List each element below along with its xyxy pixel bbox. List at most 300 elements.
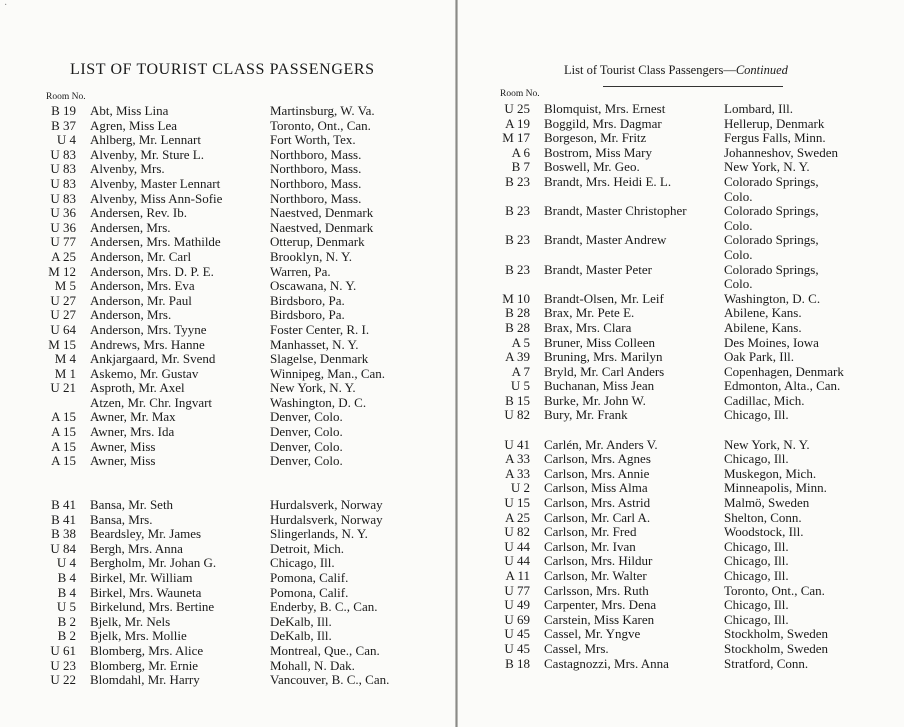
passenger-name: Anderson, Mrs. Eva	[90, 278, 195, 294]
room-number: M 10	[502, 290, 530, 306]
passenger-hometown: Colo.	[724, 246, 753, 262]
passenger-name: Anderson, Mrs.	[90, 307, 172, 323]
room-number: A 25	[51, 248, 76, 264]
passenger-hometown: Muskegon, Mich.	[724, 465, 817, 481]
passenger-name: Abt, Miss Lina	[90, 103, 169, 118]
passenger-name: Andersen, Rev. Ib.	[90, 205, 187, 221]
passenger-name: Cassel, Mr. Yngve	[544, 626, 641, 642]
passenger-name: Ankjargaard, Mr. Svend	[90, 351, 216, 367]
room-number: A 25	[505, 509, 530, 525]
room-number: U 83	[50, 190, 76, 206]
room-number: A 39	[505, 349, 530, 365]
room-number: U 4	[56, 555, 76, 571]
passenger-row	[498, 131, 898, 146]
passenger-name: Brandt, Master Andrew	[544, 232, 667, 248]
passenger-name: Askemo, Mr. Gustav	[90, 365, 199, 381]
passenger-hometown: DeKalb, Ill.	[270, 613, 332, 629]
passenger-row	[498, 160, 898, 175]
passenger-name: Carlson, Miss Alma	[544, 480, 648, 496]
room-number: A 7	[511, 363, 530, 379]
passenger-row	[498, 569, 898, 584]
room-number: M 12	[48, 263, 76, 279]
passenger-name: Brax, Mr. Pete E.	[544, 305, 635, 321]
room-number: B 41	[51, 497, 76, 513]
passenger-hometown: Chicago, Ill.	[724, 451, 789, 467]
room-number: B 4	[57, 584, 76, 600]
passenger-name: Boggild, Mrs. Dagmar	[544, 115, 662, 131]
passenger-hometown: Cadillac, Mich.	[724, 392, 805, 408]
passenger-hometown: Denver, Colo.	[270, 453, 343, 469]
passenger-hometown: Lombard, Ill.	[724, 101, 793, 116]
passenger-row	[498, 642, 898, 657]
passenger-hometown: Johanneshov, Sweden	[724, 144, 838, 160]
passenger-name: Anderson, Mr. Carl	[90, 248, 192, 264]
right-page	[458, 0, 904, 727]
passenger-row	[44, 104, 444, 119]
passenger-name: Blomquist, Mrs. Ernest	[544, 101, 666, 116]
passenger-row	[44, 571, 444, 586]
passenger-row	[44, 498, 444, 513]
passenger-row	[44, 133, 444, 148]
passenger-row	[498, 540, 898, 555]
passenger-row	[498, 657, 898, 672]
passenger-hometown: New York, N. Y.	[724, 159, 810, 175]
room-number: U 27	[50, 307, 76, 323]
room-number: B 15	[505, 392, 530, 408]
passenger-hometown: Northboro, Mass.	[270, 175, 362, 191]
passenger-row	[44, 367, 444, 382]
passenger-hometown: Chicago, Ill.	[724, 553, 789, 569]
passenger-hometown: Hurdalsverk, Norway	[270, 511, 383, 527]
passenger-hometown: Slagelse, Denmark	[270, 351, 369, 367]
room-number: A 15	[51, 453, 76, 469]
room-number: A 15	[51, 424, 76, 440]
passenger-hometown: Colo.	[724, 276, 753, 292]
passenger-hometown: Toronto, Ont., Can.	[724, 582, 825, 598]
room-number: U 36	[50, 205, 76, 221]
room-number: U 49	[504, 597, 530, 613]
passenger-name: Beardsley, Mr. James	[90, 526, 202, 542]
passenger-row	[498, 365, 898, 380]
passenger-row	[44, 119, 444, 134]
passenger-row	[44, 308, 444, 323]
passenger-hometown: Chicago, Ill.	[724, 568, 789, 583]
passenger-name: Blomberg, Mr. Ernie	[90, 657, 199, 673]
passenger-hometown: Chicago, Ill.	[724, 611, 789, 627]
passenger-row	[44, 206, 444, 221]
passenger-name: Carlson, Mr. Fred	[544, 524, 637, 540]
passenger-hometown: Northboro, Mass.	[270, 146, 362, 162]
passenger-name: Bansa, Mr. Seth	[90, 497, 174, 513]
passenger-hometown: Hurdalsverk, Norway	[270, 497, 383, 513]
passenger-hometown: Chicago, Ill.	[724, 538, 789, 554]
passenger-name: Alvenby, Mr. Sture L.	[90, 146, 204, 162]
passenger-hometown: Chicago, Ill.	[724, 597, 789, 613]
passenger-hometown: Fort Worth, Tex.	[270, 132, 356, 148]
passenger-row	[498, 117, 898, 132]
passenger-name: Awner, Mrs. Ida	[90, 424, 175, 440]
passenger-row	[44, 659, 444, 674]
room-number: U 61	[50, 642, 76, 658]
room-number-header: Room No.	[46, 92, 86, 102]
passenger-hometown: Pomona, Calif.	[270, 584, 349, 600]
passenger-name: Brax, Mrs. Clara	[544, 319, 632, 335]
passenger-name: Andersen, Mrs. Mathilde	[90, 234, 221, 250]
passenger-name: Borgeson, Mr. Fritz	[544, 130, 647, 146]
passenger-name: Asproth, Mr. Axel	[90, 380, 185, 396]
passenger-name: Blomdahl, Mr. Harry	[90, 672, 200, 688]
passenger-hometown: Hellerup, Denmark	[724, 115, 825, 131]
passenger-hometown: Manhasset, N. Y.	[270, 336, 359, 352]
passenger-name: Brandt, Master Christopher	[544, 203, 687, 219]
passenger-name: Burke, Mr. John W.	[544, 392, 646, 408]
passenger-row	[498, 423, 898, 438]
passenger-hometown: Stockholm, Sweden	[724, 640, 828, 656]
passenger-row	[498, 248, 898, 263]
passenger-name: Carlson, Mr. Carl A.	[544, 509, 651, 525]
passenger-row	[498, 627, 898, 642]
passenger-row	[44, 600, 444, 615]
passenger-name: Bruning, Mrs. Marilyn	[544, 349, 663, 365]
passenger-name: Bansa, Mrs.	[90, 511, 153, 527]
room-number: B 37	[51, 117, 76, 133]
passenger-row	[44, 323, 444, 338]
passenger-name: Cassel, Mrs.	[544, 640, 609, 656]
passenger-row	[498, 306, 898, 321]
passenger-name: Ahlberg, Mr. Lennart	[90, 132, 201, 148]
passenger-name: Buchanan, Miss Jean	[544, 378, 655, 394]
room-number: U 77	[50, 234, 76, 250]
passenger-hometown: Enderby, B. C., Can.	[270, 599, 378, 615]
room-number: U 84	[50, 540, 76, 556]
passenger-hometown: Colo.	[724, 188, 753, 204]
passenger-row	[498, 394, 898, 409]
passenger-hometown: Shelton, Conn.	[724, 509, 802, 525]
passenger-row	[498, 175, 898, 190]
room-number: U 44	[504, 553, 530, 569]
passenger-row	[44, 425, 444, 440]
passenger-hometown: Foster Center, R. I.	[270, 321, 370, 337]
room-number: U 83	[50, 146, 76, 162]
passenger-hometown: Copenhagen, Denmark	[724, 363, 844, 379]
room-number: A 15	[51, 438, 76, 454]
room-number: B 38	[51, 526, 76, 542]
passenger-name: Brandt, Master Peter	[544, 261, 652, 277]
room-number: U 2	[510, 480, 530, 496]
room-number: B 23	[505, 232, 530, 248]
passenger-row	[44, 586, 444, 601]
passenger-row	[44, 644, 444, 659]
passenger-hometown: Northboro, Mass.	[270, 190, 362, 206]
room-number: B 23	[505, 261, 530, 277]
passenger-row	[498, 452, 898, 467]
room-number: M 15	[48, 336, 76, 352]
passenger-row	[44, 469, 444, 484]
passenger-row	[44, 381, 444, 396]
passenger-hometown: Edmonton, Alta., Can.	[724, 378, 841, 394]
passenger-name: Bury, Mr. Frank	[544, 407, 628, 423]
passenger-row	[498, 292, 898, 307]
passenger-name: Anderson, Mrs. Tyyne	[90, 321, 207, 337]
passenger-row	[44, 162, 444, 177]
passenger-name: Carlson, Mrs. Astrid	[544, 495, 651, 511]
room-number: U 36	[50, 219, 76, 235]
room-number: B 4	[57, 570, 76, 585]
passenger-name: Andersen, Mrs.	[90, 219, 171, 235]
passenger-name: Carlén, Mr. Anders V.	[544, 436, 658, 452]
passenger-row	[44, 148, 444, 163]
room-number: U 25	[504, 101, 530, 116]
page-title-continued: List of Tourist Class Passengers—Continued	[564, 63, 788, 77]
room-number: B 2	[57, 613, 76, 629]
passenger-hometown: Pomona, Calif.	[270, 570, 349, 585]
passenger-row	[44, 527, 444, 542]
room-number: U 83	[50, 175, 76, 191]
passenger-name: Bergholm, Mr. Johan G.	[90, 555, 217, 571]
passenger-row	[498, 554, 898, 569]
passenger-hometown: Warren, Pa.	[270, 263, 331, 279]
passenger-row	[498, 146, 898, 161]
passenger-hometown: Birdsboro, Pa.	[270, 307, 345, 323]
passenger-hometown: Denver, Colo.	[270, 409, 343, 425]
passenger-row	[498, 102, 898, 117]
passenger-name: Anderson, Mrs. D. P. E.	[90, 263, 214, 279]
passenger-hometown: Detroit, Mich.	[270, 540, 345, 556]
room-number-header: Room No.	[500, 89, 540, 99]
room-number: U 23	[50, 657, 76, 673]
passenger-name: Bryld, Mr. Carl Anders	[544, 363, 665, 379]
passenger-row	[44, 615, 444, 630]
room-number: A 33	[505, 465, 530, 481]
room-number: U 22	[50, 672, 76, 688]
passenger-row	[498, 190, 898, 205]
passenger-hometown: Stockholm, Sweden	[724, 626, 828, 642]
room-number: U 82	[504, 407, 530, 423]
passenger-name: Boswell, Mr. Geo.	[544, 159, 640, 175]
passenger-row	[44, 454, 444, 469]
passenger-hometown: Birdsboro, Pa.	[270, 292, 345, 308]
passenger-row	[498, 408, 898, 423]
passenger-row	[498, 233, 898, 248]
passenger-hometown: Slingerlands, N. Y.	[270, 526, 368, 542]
passenger-hometown: DeKalb, Ill.	[270, 628, 332, 644]
passenger-name: Bjelk, Mrs. Mollie	[90, 628, 187, 644]
room-number: M 4	[54, 351, 76, 367]
passenger-hometown: Martinsburg, W. Va.	[270, 103, 375, 118]
room-number: A 15	[51, 409, 76, 425]
continued-label: Continued	[735, 63, 788, 77]
room-number: B 7	[511, 159, 530, 175]
page-title: LIST OF TOURIST CLASS PASSENGERS	[70, 61, 375, 78]
room-number: U 45	[504, 640, 530, 656]
passenger-row	[498, 481, 898, 496]
passenger-row	[44, 556, 444, 571]
passenger-name: Andrews, Mrs. Hanne	[90, 336, 205, 352]
passenger-row	[498, 379, 898, 394]
passenger-row	[44, 396, 444, 411]
passenger-hometown: Abilene, Kans.	[724, 319, 802, 335]
passenger-row	[498, 204, 898, 219]
passenger-name: Awner, Miss	[90, 453, 156, 469]
passenger-name: Agren, Miss Lea	[90, 117, 178, 133]
passenger-hometown: Woodstock, Ill.	[724, 524, 804, 540]
room-number: B 23	[505, 173, 530, 189]
passenger-row	[44, 673, 444, 688]
passenger-name: Blomberg, Mrs. Alice	[90, 642, 204, 658]
passenger-row	[44, 265, 444, 280]
passenger-row	[498, 511, 898, 526]
passenger-name: Carstein, Miss Karen	[544, 611, 655, 627]
passenger-hometown: Washington, D. C.	[270, 394, 367, 410]
passenger-name: Carlson, Mrs. Annie	[544, 465, 650, 481]
room-number: U 64	[50, 321, 76, 337]
passenger-hometown: Abilene, Kans.	[724, 305, 802, 321]
passenger-row	[498, 613, 898, 628]
passenger-hometown: Colo.	[724, 217, 753, 233]
passenger-row	[44, 629, 444, 644]
passenger-hometown: Minneapolis, Minn.	[724, 480, 827, 496]
room-number: U 45	[504, 626, 530, 642]
room-number: U 77	[504, 582, 530, 598]
passenger-row	[498, 496, 898, 511]
passenger-hometown: Winnipeg, Man., Can.	[270, 365, 386, 381]
passenger-name: Carlsson, Mrs. Ruth	[544, 582, 649, 598]
passenger-row	[498, 219, 898, 234]
room-number: A 33	[505, 451, 530, 467]
passenger-hometown: Washington, D. C.	[724, 290, 821, 306]
room-number: B 28	[505, 305, 530, 321]
passenger-name: Carlson, Mr. Walter	[544, 568, 647, 583]
passenger-name: Carlson, Mrs. Agnes	[544, 451, 651, 467]
passenger-hometown: New York, N. Y.	[724, 436, 810, 452]
passenger-row	[498, 525, 898, 540]
passenger-row	[44, 513, 444, 528]
title-rule	[603, 86, 783, 87]
passenger-hometown: Vancouver, B. C., Can.	[270, 672, 390, 688]
passenger-hometown: New York, N. Y.	[270, 380, 356, 396]
room-number: U 44	[504, 538, 530, 554]
passenger-hometown: Stratford, Conn.	[724, 655, 809, 671]
passenger-name: Awner, Miss	[90, 438, 156, 454]
passenger-name: Alvenby, Miss Ann-Sofie	[90, 190, 223, 206]
passenger-hometown: Naestved, Denmark	[270, 219, 374, 235]
passenger-name: Brandt-Olsen, Mr. Leif	[544, 290, 664, 306]
passenger-name: Carlson, Mrs. Hildur	[544, 553, 653, 569]
passenger-hometown: Des Moines, Iowa	[724, 334, 819, 350]
passenger-hometown: Colorado Springs,	[724, 261, 819, 277]
room-number: U 82	[504, 524, 530, 540]
passenger-list-left	[44, 104, 444, 688]
room-number: A 19	[505, 115, 530, 131]
passenger-row	[44, 250, 444, 265]
passenger-hometown: Oak Park, Ill.	[724, 349, 795, 365]
room-number: U 15	[504, 495, 530, 511]
passenger-hometown: Northboro, Mass.	[270, 161, 362, 177]
passenger-hometown: Otterup, Denmark	[270, 234, 365, 250]
room-number: M 5	[54, 278, 76, 294]
passenger-hometown: Denver, Colo.	[270, 438, 343, 454]
passenger-hometown: Colorado Springs,	[724, 173, 819, 189]
room-number: M 17	[502, 130, 530, 146]
room-number: A 6	[511, 144, 530, 160]
room-number: B 41	[51, 511, 76, 527]
passenger-row	[44, 542, 444, 557]
passenger-name: Atzen, Mr. Chr. Ingvart	[90, 394, 213, 410]
passenger-hometown: Colorado Springs,	[724, 203, 819, 219]
passenger-row	[498, 438, 898, 453]
passenger-row	[44, 221, 444, 236]
room-number: A 5	[511, 334, 530, 350]
room-number: M 1	[54, 365, 76, 381]
room-number: A 11	[505, 568, 530, 583]
passenger-name: Castagnozzi, Mrs. Anna	[544, 655, 669, 671]
room-number: U 27	[50, 292, 76, 308]
passenger-name: Alvenby, Master Lennart	[90, 175, 221, 191]
room-number: B 28	[505, 319, 530, 335]
passenger-row	[498, 321, 898, 336]
room-number: U 5	[510, 378, 530, 394]
room-number: B 2	[57, 628, 76, 644]
passenger-hometown: Fergus Falls, Minn.	[724, 130, 826, 146]
room-number: B 19	[51, 103, 76, 118]
passenger-hometown: Montreal, Que., Can.	[270, 642, 380, 658]
passenger-name: Bjelk, Mr. Nels	[90, 613, 171, 629]
passenger-row	[498, 598, 898, 613]
passenger-row	[498, 467, 898, 482]
passenger-row	[44, 338, 444, 353]
passenger-name: Anderson, Mr. Paul	[90, 292, 192, 308]
passenger-row	[44, 440, 444, 455]
passenger-hometown: Brooklyn, N. Y.	[270, 248, 352, 264]
passenger-row	[44, 192, 444, 207]
passenger-hometown: Toronto, Ont., Can.	[270, 117, 371, 133]
room-number: U 4	[56, 132, 76, 148]
passenger-hometown: Chicago, Ill.	[270, 555, 335, 571]
passenger-row	[498, 336, 898, 351]
passenger-row	[44, 352, 444, 367]
passenger-hometown: Naestved, Denmark	[270, 205, 374, 221]
passenger-row	[44, 410, 444, 425]
passenger-name: Bruner, Miss Colleen	[544, 334, 656, 350]
passenger-row	[498, 350, 898, 365]
passenger-row	[44, 235, 444, 250]
passenger-hometown: Denver, Colo.	[270, 424, 343, 440]
passenger-hometown: Oscawana, N. Y.	[270, 278, 357, 294]
passenger-row	[498, 277, 898, 292]
room-number: U 41	[504, 436, 530, 452]
passenger-name: Carlson, Mr. Ivan	[544, 538, 636, 554]
passenger-row	[498, 584, 898, 599]
passenger-hometown: Malmö, Sweden	[724, 495, 810, 511]
passenger-hometown: Chicago, Ill.	[724, 407, 789, 423]
room-number: B 18	[505, 655, 530, 671]
passenger-name: Bergh, Mrs. Anna	[90, 540, 183, 556]
room-number: U 83	[50, 161, 76, 177]
passenger-name: Alvenby, Mrs.	[90, 161, 165, 177]
passenger-name: Carpenter, Mrs. Dena	[544, 597, 657, 613]
passenger-hometown: Colorado Springs,	[724, 232, 819, 248]
passenger-name: Brandt, Mrs. Heidi E. L.	[544, 173, 672, 189]
passenger-hometown: Mohall, N. Dak.	[270, 657, 355, 673]
passenger-name: Birkel, Mrs. Wauneta	[90, 584, 202, 600]
corner-mark: ·	[4, 0, 8, 11]
passenger-name: Birkel, Mr. William	[90, 570, 193, 585]
passenger-name: Awner, Mr. Max	[90, 409, 176, 425]
passenger-row	[44, 177, 444, 192]
room-number: U 21	[50, 380, 76, 396]
passenger-name: Birkelund, Mrs. Bertine	[90, 599, 215, 615]
passenger-name: Bostrom, Miss Mary	[544, 144, 652, 160]
